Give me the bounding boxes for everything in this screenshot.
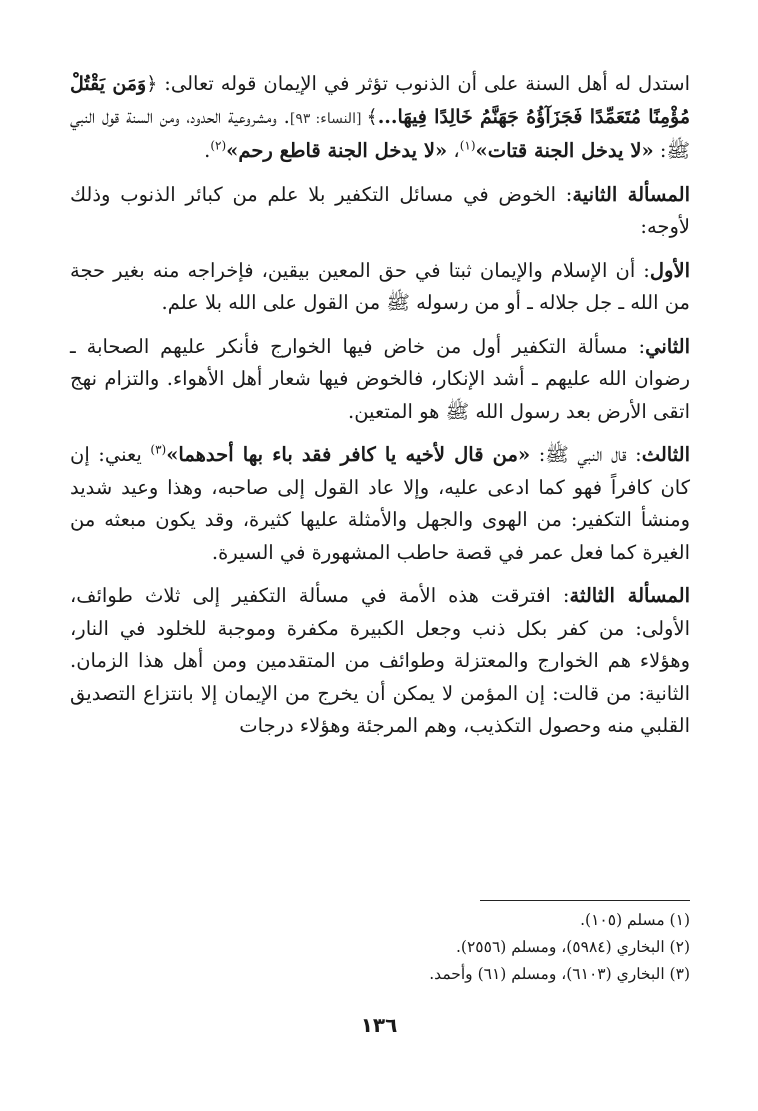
third-title: الثالث [641,443,690,466]
third-pre: : قال النبي ﷺ: [530,443,642,466]
section-m3 [70,580,690,743]
footnote-1: (١) مسلم (١٠٥). [580,911,690,929]
surah-reference: [النساء: ٩٣] [289,110,367,127]
first-title: الأول [649,258,690,282]
hadith-3: «من قال لأخيه يا كافر فقد باء بها أحدهما» [166,443,531,466]
ornate-bracket-close: ﴾ [366,105,378,128]
ornate-bracket-open: ﴿ [146,73,158,95]
m2-text: : الخوض في مسائل التكفير بلا علم من كبائر الذنوب وذلك لأوجه: [70,182,690,238]
footnote-ref-2: (٢) [210,138,227,153]
section-m2 [70,179,690,244]
second-text: : مسألة التكفير أول من خاض فيها الخوارج فأنكر عليهم الصحابة ـ رضوان الله عليهم ـ أشد الإنكار، فالخوض فيها شعار أهل الأهواء. والتزام نهج اتقى الأرض بعد رسول الله ﷺ هو المتعين. [70,334,690,423]
footnotes [70,907,690,988]
intro-paragraph [70,68,690,168]
footnote-3: (٣) البخاري (٦١٠٣)، ومسلم (٦١) وأحمد. [429,965,690,983]
intro-end: . [204,139,211,162]
hadith-2: «لا يدخل الجنة قاطع رحم» [226,139,448,162]
section-second [70,331,690,429]
footnote-ref-3: (٣) [150,442,167,457]
section-first [70,255,690,320]
third-text: يعني: إن كان كافراً فهو كما ادعى عليه، وإلا عاد القول إلى صاحبه، وهذا وعيد شديد ومنشأ التكفير: من الهوى والجهل والأمثلة عليها كثيرة، وقد يكون مبعثه من الغيرة كما فعل عمر في قصة حاطب المشهورة في السيرة. [70,443,690,564]
first-text: : أن الإسلام والإيمان ثبتا في حق المعين بيقين، فإخراجه منه بغير حجة من الله ـ جل جلاله ـ أو من رسوله ﷺ من القول على الله بلا علم. [70,258,690,314]
m3-title: المسألة الثالثة [569,584,690,607]
m3-text: : افترقت هذه الأمة في مسألة التكفير إلى ثلاث طوائف، الأولى: من كفر بكل ذنب وجعل الكبيرة مكفرة وموجبة للخلود في النار، وهؤلاء هم الخوارج والمعتزلة وطوائف من المتقدمين ومن أهل هذا الزمان. الثانية: من قالت: إن المؤمن لا يمكن أن يخرج من الإيمان إلا بانتزاع التصديق القلبي منه وحصول التكذيب، وهم المرجئة وهؤلاء درجات [70,584,690,737]
hadith-1: «لا يدخل الجنة قتات» [475,139,654,162]
page-body [70,68,690,754]
quran-text: وَمَن يَقْتُلْ مُؤْمِنًا مُتَعَمِّدًا فَجَزَآؤُهُ جَهَنَّمُ خَالِدًا فِيهَا... [70,73,691,128]
second-title: الثاني [645,334,690,358]
intro-lead: استدل له أهل السنة على أن الذنوب تؤثر في الإيمان قوله تعالى: [157,72,691,95]
intro-mid: . ومشروعية الحدود، ومن السنة قول النبي ﷺ: [70,104,690,162]
m2-title: المسألة الثانية [572,182,690,206]
intro-sep: ، [447,139,460,162]
footnote-divider [480,900,690,901]
footnote-2: (٢) البخاري (٥٩٨٤)، ومسلم (٢٥٥٦). [455,938,690,956]
page-number: ١٣٦ [360,1013,398,1037]
section-third [70,439,690,569]
footnote-ref-1: (١) [459,138,476,153]
